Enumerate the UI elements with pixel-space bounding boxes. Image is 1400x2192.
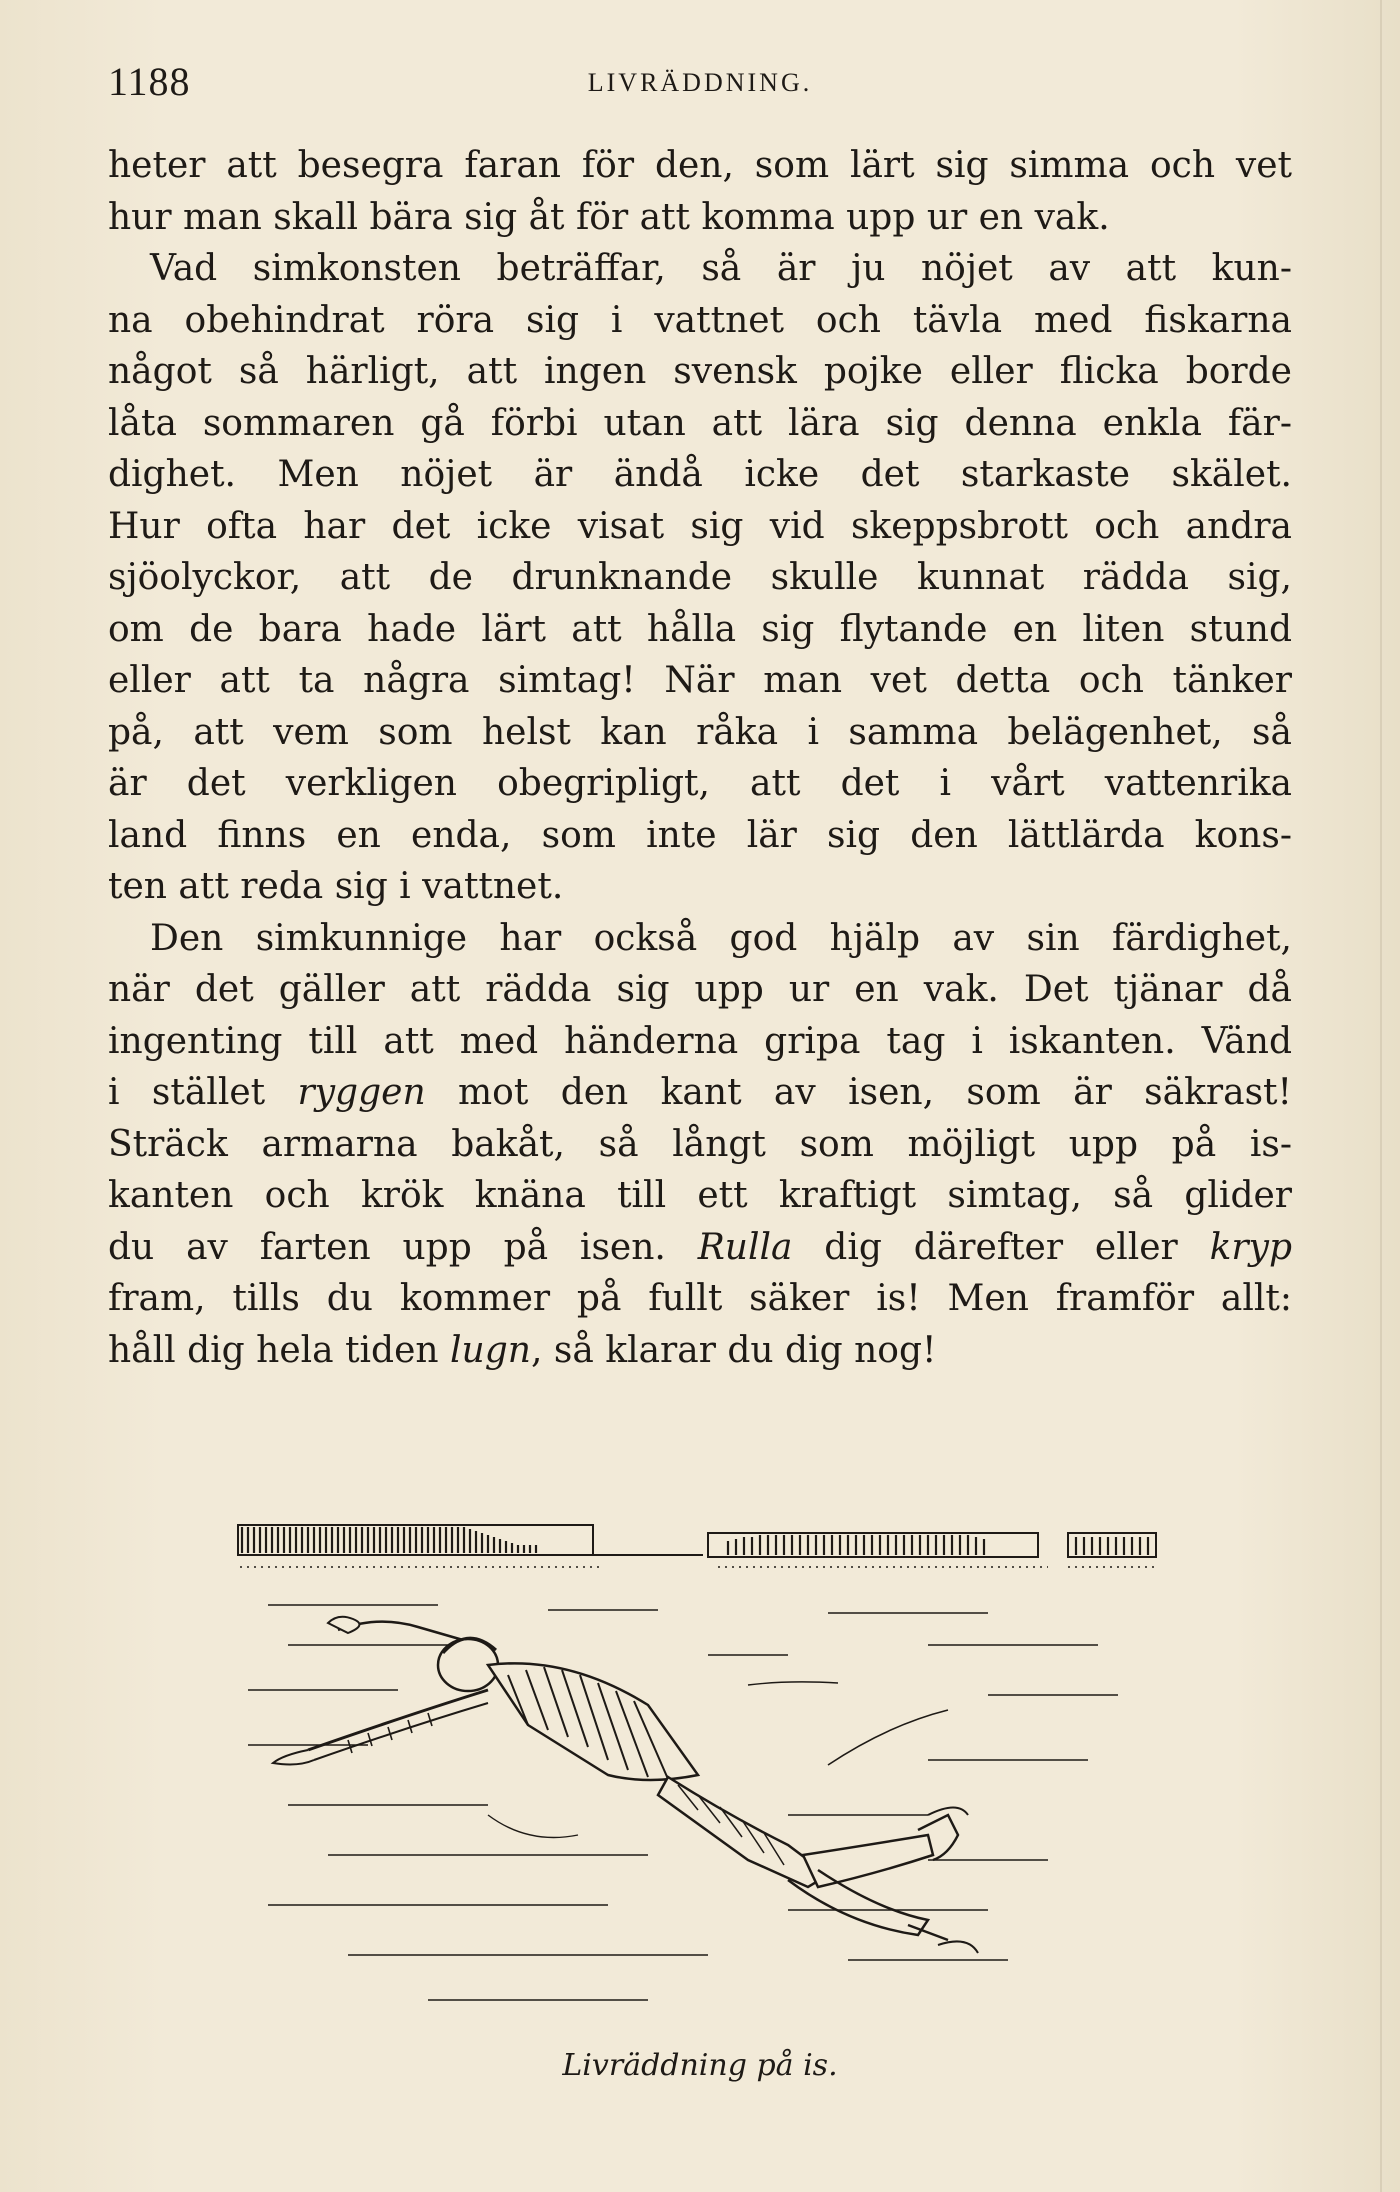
text-line: Hur ofta har det icke visat sig vid skeppsbrott och andra: [108, 505, 1292, 547]
text-line: sjöolyckor, att de drunknande skulle kunnat rädda sig,: [108, 557, 1292, 598]
page-number: 1188: [108, 59, 191, 104]
text-line: hur man skall bära sig åt för att komma upp ur en vak.: [108, 196, 1110, 238]
text-line: dighet. Men nöjet är ändå icke det starkaste skälet.: [108, 454, 1292, 495]
text-line: om de bara hade lärt att hålla sig flytande en liten stund: [108, 608, 1292, 650]
text-line: är det verkligen obegripligt, att det i vårt vattenrika: [108, 763, 1292, 804]
emphasis-lugn: lugn: [450, 1329, 531, 1371]
text-line: fram, tills du kommer på fullt säker is! Men framför allt:: [108, 1278, 1292, 1319]
text-run: håll dig hela tiden: [108, 1329, 451, 1371]
text-line: ingenting till att med händerna gripa tag i iskanten. Vänd: [108, 1020, 1292, 1062]
text-line: låta sommaren gå förbi utan att lära sig denna enkla fär-: [108, 402, 1292, 444]
text-line: ten att reda sig i vattnet.: [108, 866, 564, 907]
text-line-rulla: [108, 1222, 1292, 1274]
page-edge: [1380, 0, 1382, 2192]
emphasis-kryp: kryp: [1209, 1226, 1292, 1268]
text-line: Den simkunnige har också god hjälp av sin färdighet,: [150, 917, 1292, 959]
text-run: i stället: [108, 1072, 298, 1113]
text-line-ryggen: [108, 1067, 1292, 1119]
text-line: något så härligt, att ingen svensk pojke eller flicka borde: [108, 351, 1292, 392]
running-head: [108, 58, 1292, 108]
text-line: na obehindrat röra sig i vattnet och tävla med fiskarna: [108, 299, 1292, 341]
text-line: Vad simkonsten beträffar, så är ju nöjet av att kun-: [150, 248, 1292, 289]
text-run: du av farten upp på isen.: [108, 1226, 698, 1268]
text-run: , så klarar du dig nog!: [530, 1329, 937, 1371]
text-line: kanten och krök knäna till ett kraftigt simtag, så glider: [108, 1175, 1292, 1216]
body-text: [108, 140, 1292, 1376]
section-title: LIVRÄDDNING.: [587, 68, 813, 97]
text-line: på, att vem som helst kan råka i samma belägenhet, så: [108, 711, 1292, 753]
text-line: heter att besegra faran för den, som lärt sig simma och vet: [108, 145, 1292, 186]
text-line: när det gäller att rädda sig upp ur en vak. Det tjänar då: [108, 969, 1292, 1010]
text-line: Sträck armarna bakåt, så långt som möjligt upp på is-: [108, 1123, 1292, 1165]
person-on-ice-engraving-icon: [228, 1515, 1168, 2045]
emphasis-ryggen: ryggen: [297, 1072, 426, 1113]
text-run: dig därefter eller: [792, 1226, 1210, 1268]
emphasis-rulla: Rulla: [697, 1226, 793, 1268]
text-line: land finns en enda, som inte lär sig den lättlärda kons-: [108, 814, 1292, 856]
figure-caption: Livräddning på is.: [562, 2048, 838, 2083]
text-line-lugn: [108, 1325, 1292, 1377]
text-run: mot den kant av isen, som är säkrast!: [425, 1072, 1292, 1113]
text-line: eller att ta några simtag! När man vet detta och tänker: [108, 660, 1292, 701]
